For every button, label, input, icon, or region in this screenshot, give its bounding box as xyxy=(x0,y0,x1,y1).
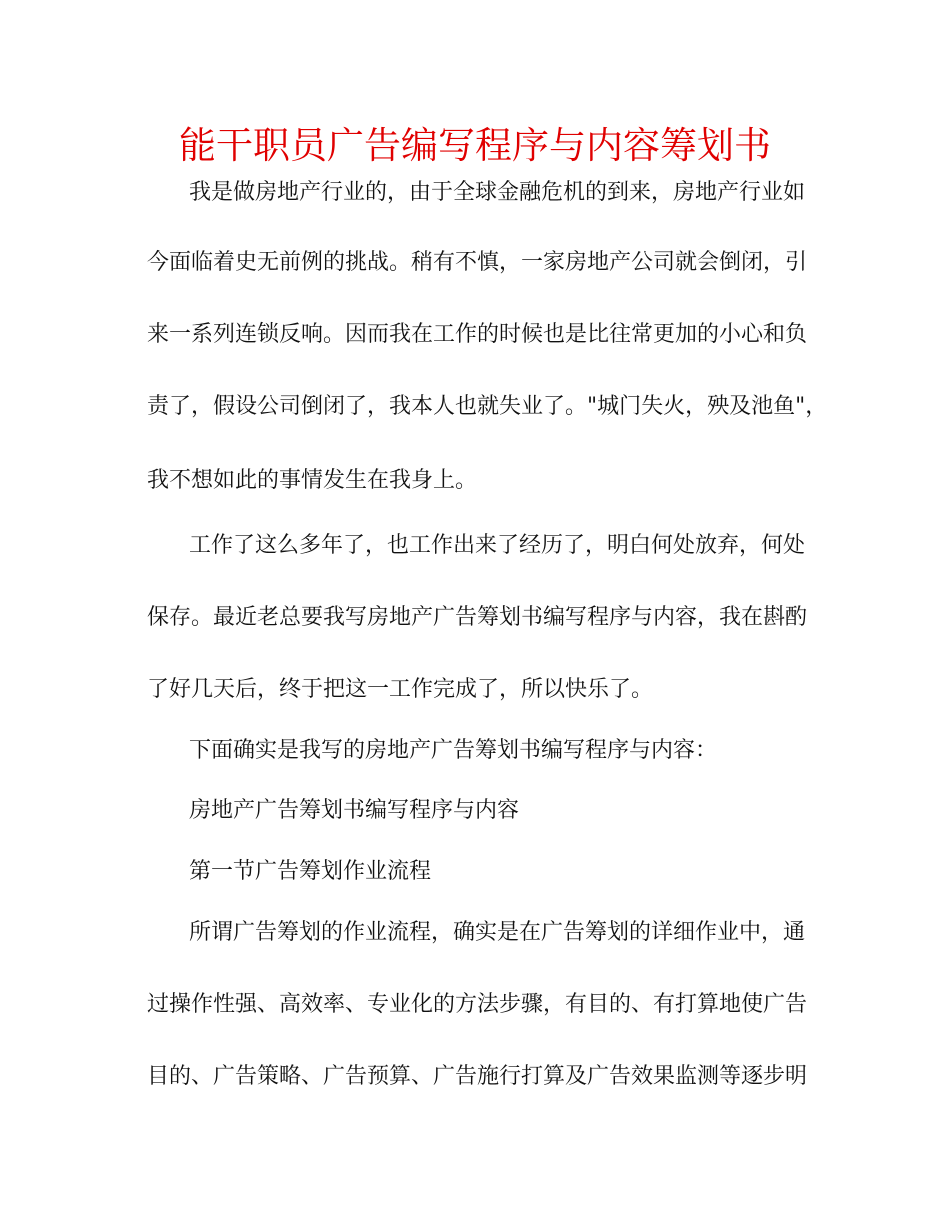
paragraph-line: 来一系列连锁反响。因而我在工作的时候也是比往常更加的小心和负 xyxy=(147,322,808,347)
section-heading: 第一节广告筹划作业流程 xyxy=(189,859,432,884)
paragraph-line: 今面临着史无前例的挑战。稍有不慎，一家房地产公司就会倒闭，引 xyxy=(147,250,808,275)
paragraph-line: 我是做房地产行业的，由于全球金融危机的到来，房地产行业如 xyxy=(189,180,806,205)
paragraph-line: 了好几天后，终于把这一工作完成了，所以快乐了。 xyxy=(147,677,654,702)
paragraph-line: 目的、广告策略、广告预算、广告施行打算及广告效果监测等逐步明 xyxy=(147,1064,808,1089)
paragraph-line: 责了，假设公司倒闭了，我本人也就失业了。"城门失火，殃及池鱼"， xyxy=(147,394,828,419)
paragraph-line: 下面确实是我写的房地产广告筹划书编写程序与内容： xyxy=(189,738,718,763)
paragraph-line: 所谓广告筹划的作业流程，确实是在广告筹划的详细作业中，通 xyxy=(189,920,806,945)
section-heading: 房地产广告筹划书编写程序与内容 xyxy=(189,798,520,823)
document-title: 能干职员广告编写程序与内容筹划书 xyxy=(179,124,771,167)
paragraph-line: 工作了这么多年了，也工作出来了经历了，明白何处放弃，何处 xyxy=(189,533,806,558)
paragraph-line: 我不想如此的事情发生在我身上。 xyxy=(147,468,478,493)
paragraph-line: 过操作性强、高效率、专业化的方法步骤，有目的、有打算地使广告 xyxy=(147,992,808,1017)
paragraph-line: 保存。最近老总要我写房地产广告筹划书编写程序与内容，我在斟酌 xyxy=(147,605,808,630)
